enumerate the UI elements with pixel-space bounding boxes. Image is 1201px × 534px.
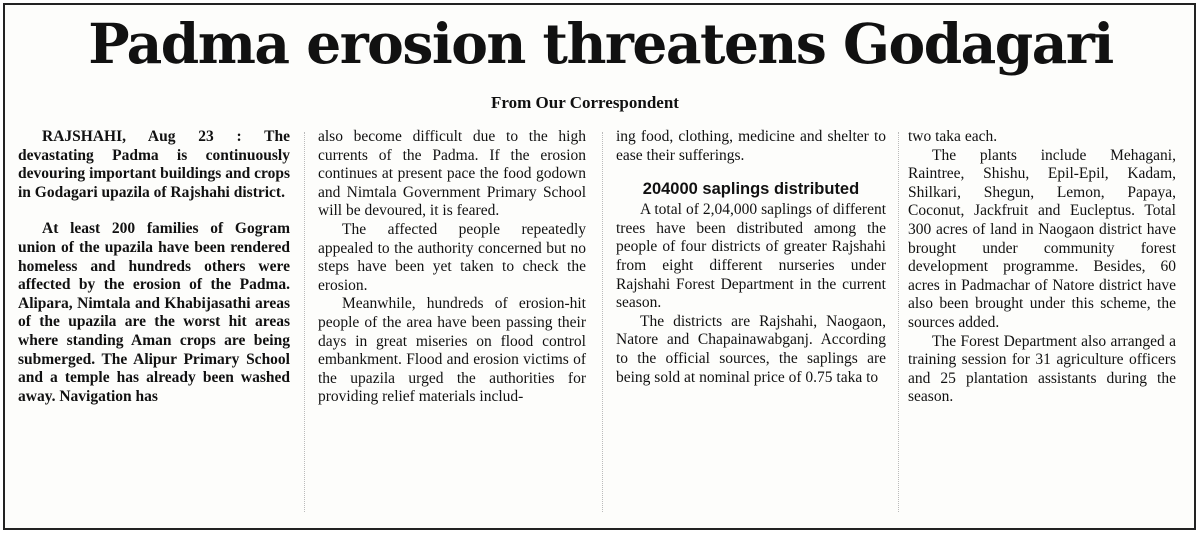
column-divider <box>898 132 899 512</box>
paragraph: The districts are Rajshahi, Naogaon, Natore and Chapainawabganj. According to the official sources, the saplings are being sold at nominal price of 0.75 taka to <box>616 312 886 386</box>
paragraph: also become difficult due to the high currents of the Padma. If the erosion continues at present pace the food godown and Nimtala Government Primary School will be devoured, it is feared. <box>318 128 586 220</box>
paragraph: A total of 2,04,000 saplings of different trees have been distributed among the people of four districts of greater Rajshahi from eight different nurseries under Rajshahi Forest Department in the current season. <box>616 201 886 312</box>
paragraph: At least 200 families of Gogram union of the upazila have been rendered homeless and hundreds others were affected by the erosion of the Padma. Alipara, Nimtala and Khabijasathi areas of the upazila are the worst hit areas where standing Aman crops are being submerged. The Alipur Primary School and a temple has already been washed away. Navigation has <box>18 220 290 405</box>
column-2 <box>318 128 586 407</box>
paragraph: RAJSHAHI, Aug 23 : The devastating Padma is continuously devouring important buildings and crops in Godagari upazila of Rajshahi district. <box>18 128 290 201</box>
paragraph: The Forest Department also arranged a training session for 31 agriculture officers and 25 plantation assistants during the season. <box>908 332 1176 406</box>
paragraph: Meanwhile, hundreds of erosion-hit people of the area have been passing their days in great miseries on flood control embankment. Flood and erosion victims of the upazila urged the authorities for providing relief materials includ- <box>318 295 586 406</box>
paragraph: ing food, clothing, medicine and shelter to ease their sufferings. <box>616 128 886 164</box>
column-4 <box>908 128 1176 407</box>
subheading: 204000 saplings distributed <box>642 180 860 199</box>
paragraph: The affected people repeatedly appealed to the authority concerned but no steps have been yet taken to check the erosion. <box>318 220 586 294</box>
paragraph: The plants include Mehagani, Raintree, Shishu, Epil-Epil, Kadam, Shilkari, Shegun, Lemon, Papaya, Coconut, Jackfruit and Eucleptus. Total 300 acres of land in Naogaon district have brought under community forest development programme. Besides, 60 acres in Padmachar of Natore district have also been brought under this scheme, the sources added. <box>908 146 1176 331</box>
paragraph: two taka each. <box>908 128 998 145</box>
byline: From Our Correspondent <box>491 93 679 112</box>
column-divider <box>304 132 305 512</box>
column-1 <box>18 128 290 406</box>
column-3 <box>616 128 886 387</box>
headline: Padma erosion threatens Godagari <box>88 11 1113 76</box>
column-divider <box>602 132 603 512</box>
